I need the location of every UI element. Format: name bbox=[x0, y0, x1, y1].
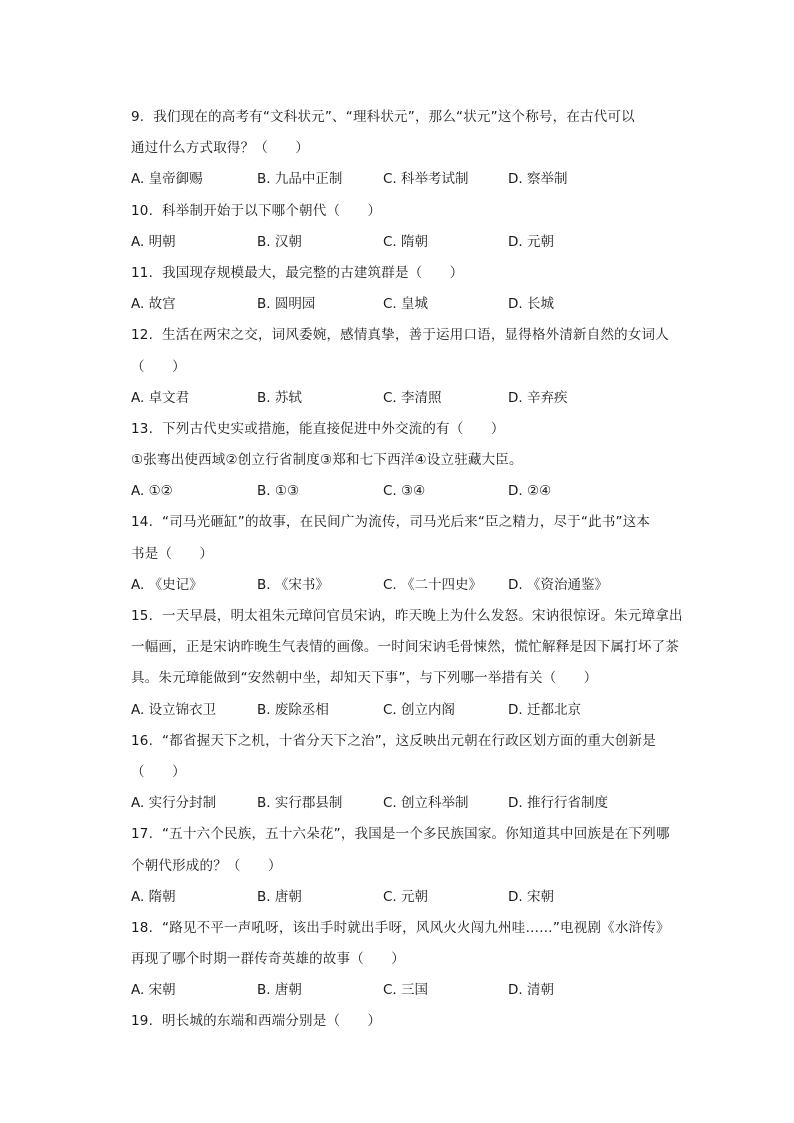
answer-option-c: C. 元朝 bbox=[383, 888, 429, 905]
answer-options bbox=[131, 882, 705, 913]
question-stem: 16. “都省握天下之机，十省分天下之治”，这反映出元朝在行政区划方面的重大创新是 bbox=[131, 732, 656, 749]
answer-option-c: C. 隋朝 bbox=[383, 233, 429, 250]
answer-option-a: A. 隋朝 bbox=[131, 888, 176, 905]
question-stem: 10. 科举制开始于以下哪个朝代（ ） bbox=[131, 202, 382, 219]
question-stem-continued: 个朝代形成的？（ ） bbox=[131, 857, 282, 874]
answer-option-a: A. 《史记》 bbox=[131, 576, 203, 593]
answer-option-d: D. 辛弃疾 bbox=[508, 389, 568, 406]
answer-option-a: A. ①② bbox=[131, 483, 173, 500]
answer-option-c: C. ③④ bbox=[383, 483, 426, 500]
answer-option-b: B. 《宋书》 bbox=[257, 576, 329, 593]
answer-option-b: B. 实行郡县制 bbox=[257, 795, 343, 812]
question-stem-continued: 通过什么方式取得？（ ） bbox=[131, 140, 310, 157]
question-item bbox=[131, 196, 705, 258]
question-stem: 17. “五十六个民族，五十六朵花”，我国是一个多民族国家。你知道其中回族是在下列哪 bbox=[131, 826, 670, 843]
answer-options bbox=[131, 383, 705, 414]
question-list bbox=[131, 102, 705, 1038]
answer-option-a: A. 明朝 bbox=[131, 233, 176, 250]
answer-option-c: C. 创立内阁 bbox=[383, 701, 456, 718]
question-stem: 15. 一天早晨，明太祖朱元璋问官员宋讷，昨天晚上为什么发怒。宋讷很惊讶。朱元璋拿出 bbox=[131, 608, 683, 624]
answer-options bbox=[131, 164, 705, 195]
question-stem-continued: ①张骞出使西域②创立行省制度③郑和七下西洋④设立驻藏大臣。 bbox=[131, 452, 523, 469]
answer-options bbox=[131, 788, 705, 819]
answer-option-a: A. 卓文君 bbox=[131, 389, 190, 406]
answer-option-d: D. 元朝 bbox=[508, 233, 554, 250]
answer-options bbox=[131, 570, 705, 601]
question-item bbox=[131, 320, 705, 414]
answer-option-c: C. 创立科举制 bbox=[383, 795, 469, 812]
question-stem: 14. “司马光砸缸”的故事，在民间广为流传，司马光后来“臣之精力，尽于“此书”这本 bbox=[131, 514, 651, 531]
answer-options bbox=[131, 975, 705, 1006]
answer-option-b: B. 九品中正制 bbox=[257, 171, 343, 188]
question-item bbox=[131, 601, 705, 726]
answer-option-b: B. 汉朝 bbox=[257, 233, 302, 250]
answer-option-c: C. 科举考试制 bbox=[383, 171, 469, 188]
question-stem-continued: （ ） bbox=[131, 358, 186, 375]
answer-option-a: A. 实行分封制 bbox=[131, 795, 217, 812]
answer-options bbox=[131, 289, 705, 320]
question-stem-continued: 再现了哪个时期一群传奇英雄的故事（ ） bbox=[131, 951, 405, 968]
question-item bbox=[131, 819, 705, 913]
question-item bbox=[131, 414, 705, 508]
question-stem-continued: 书是（ ） bbox=[131, 545, 214, 562]
answer-option-d: D. 推行行省制度 bbox=[508, 795, 608, 812]
question-item bbox=[131, 507, 705, 601]
answer-option-d: D. 宋朝 bbox=[508, 888, 554, 905]
question-stem: 19. 明长城的东端和西端分别是（ ） bbox=[131, 1013, 382, 1030]
answer-option-d: D. 长城 bbox=[508, 296, 554, 313]
answer-option-b: B. 圆明园 bbox=[257, 296, 316, 313]
answer-option-c: C. 三国 bbox=[383, 982, 429, 999]
answer-option-b: B. 唐朝 bbox=[257, 888, 302, 905]
question-stem-continued: （ ） bbox=[131, 763, 186, 780]
answer-option-c: C. 李清照 bbox=[383, 389, 442, 406]
answer-option-a: A. 皇帝御赐 bbox=[131, 171, 203, 188]
answer-option-a: A. 宋朝 bbox=[131, 982, 176, 999]
question-item bbox=[131, 1006, 705, 1037]
answer-options bbox=[131, 476, 705, 507]
answer-option-c: C. 皇城 bbox=[383, 296, 429, 313]
question-stem: 11. 我国现存规模最大，最完整的古建筑群是（ ） bbox=[131, 264, 464, 281]
question-item bbox=[131, 102, 705, 196]
question-stem: 18. “路见不平一声吼呀，该出手时就出手呀，风风火火闯九州哇……”电视剧《水浒传》 bbox=[131, 919, 670, 936]
question-item bbox=[131, 726, 705, 820]
answer-option-d: D. 迁都北京 bbox=[508, 701, 581, 718]
question-stem: 13. 下列古代史实或措施，能直接促进中外交流的有（ ） bbox=[131, 420, 505, 437]
question-stem-continued: 具。朱元璋能做到“安然朝中坐，却知天下事”，与下列哪一举措有关（ ） bbox=[131, 670, 598, 687]
answer-option-a: A. 设立锦衣卫 bbox=[131, 701, 217, 718]
answer-option-d: D. 察举制 bbox=[508, 171, 568, 188]
question-stem: 9. 我们现在的高考有“文科状元”、“理科状元”，那么“状元”这个称号，在古代可以 bbox=[131, 109, 635, 125]
answer-option-b: B. 苏轼 bbox=[257, 389, 302, 406]
question-item bbox=[131, 258, 705, 320]
answer-option-b: B. ①③ bbox=[257, 483, 300, 500]
answer-option-b: B. 唐朝 bbox=[257, 982, 302, 999]
answer-option-d: D. ②④ bbox=[508, 483, 552, 500]
question-item bbox=[131, 913, 705, 1007]
question-stem: 12. 生活在两宋之交，词风委婉，感情真挚，善于运用口语，显得格外清新自然的女词人 bbox=[131, 327, 669, 344]
answer-option-a: A. 故宫 bbox=[131, 296, 176, 313]
answer-option-d: D. 《资治通鉴》 bbox=[508, 576, 608, 593]
answer-options bbox=[131, 695, 705, 726]
question-stem-continued: 一幅画，正是宋讷昨晚生气表情的画像。一时间宋讷毛骨悚然，慌忙解释是因下属打坏了茶 bbox=[131, 639, 679, 656]
answer-option-d: D. 清朝 bbox=[508, 982, 554, 999]
answer-option-b: B. 废除丞相 bbox=[257, 701, 329, 718]
answer-option-c: C. 《二十四史》 bbox=[383, 576, 483, 593]
answer-options bbox=[131, 227, 705, 258]
